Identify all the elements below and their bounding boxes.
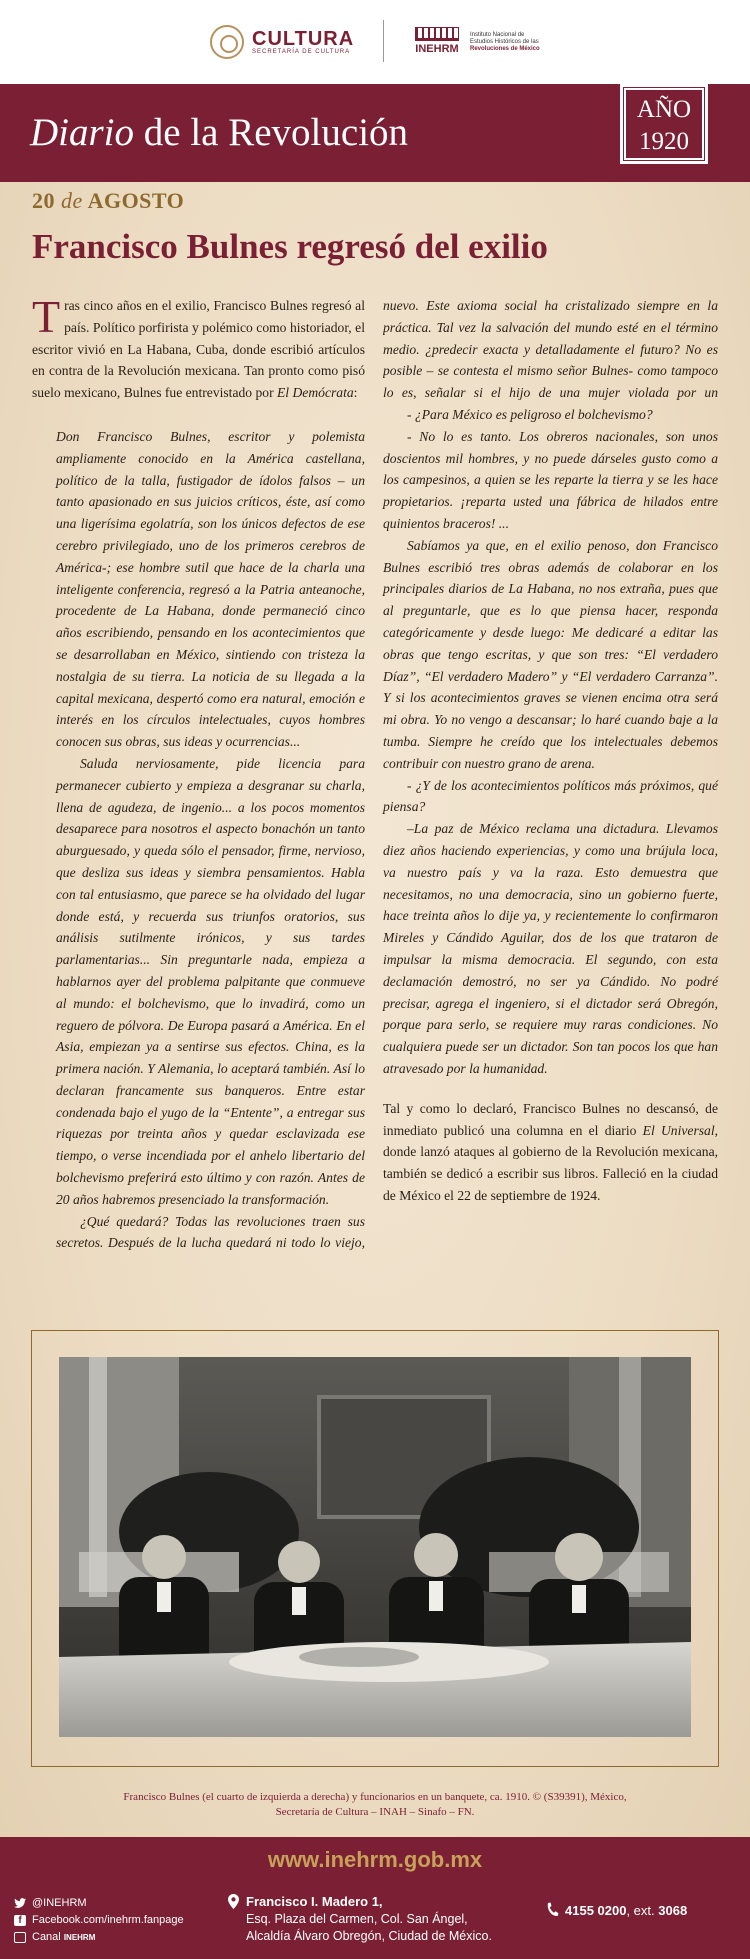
phone-ext-label: , ext. (626, 1903, 659, 1918)
photo-frame (31, 1330, 719, 1767)
inehrm-description (470, 32, 550, 53)
tv-channel-link[interactable] (14, 1929, 184, 1946)
twitter-icon (14, 1898, 26, 1909)
closing-text-a: Tal y como lo declaró, Francisco Bulnes no descansó, de inmediato publicó una columna en el diario (383, 1100, 718, 1138)
quote-paragraph-4: - ¿Para México es peligroso el bolchevismo? (407, 407, 653, 422)
quote-paragraph-3-flow: nuevo. Este axioma social ha cristalizado siempre en la práctica. Tal vez la salvación del mundo esté en el término medio. ¿predecir exacta y detalladamente el futuro? No es posible – se contesta el mismo señor Bulnes- como tampoco lo es, señalar si el hijo de una mujer violada por un (383, 298, 718, 401)
quote-paragraph-8: –La paz de México reclama una dictadura. Llevamos diez años haciendo experiencias, y como una brújula loca, va nuestro país y va la raza. Esto demuestra que necesitamos, no una democracia, sino un gobierno fuerte, hace treinta años lo dije ya, y recientemente lo confirmaron Mireles y Cándido Aguilar, dos de los que trataron de impulsar la misma democracia. El segundo, con esta declamación demostró, no ser ya Cándido. No podré precisar, agrega el ingeniero, si el dictador será Obregón, porque para serlo, se requiere muy raras condiciones. No cualquiera puede ser un dictador. Son tan pocos los que han atravesado por la humanidad. (383, 821, 718, 1076)
date-day: 20 (32, 188, 55, 213)
quote-paragraph-7: - ¿Y de los acontecimientos políticos más próximos, qué piensa? (383, 777, 718, 815)
publication-title (30, 110, 408, 155)
logo-divider (383, 20, 384, 62)
date-de: de (61, 188, 83, 213)
inehrm-desc-line-2: Estudios Históricos de las (470, 38, 539, 45)
tv-name: INEHRM (63, 1933, 96, 1942)
intro-newspaper: El Demócrata (277, 385, 354, 401)
column-right (383, 295, 718, 1207)
drop-cap: T (32, 291, 61, 342)
facebook-icon: f (14, 1915, 26, 1926)
quote-paragraph-1: Don Francisco Bulnes, escritor y polemista ampliamente conocido en la América castellana, político de la talla, fustigador de ídolos falsos – un tanto apasionado en sus juicios críticos, éste, así como una ligerísima egolatría, son los únicos defectos de ese cerebro privilegiado, uno de los primeros cerebros de América-; ese hombre sutil que hace de la charla una inteligente conferencia, regresó a la Patria anteanoche, procedente de La Habana, donde permaneció cinco años escribiendo, pensando en los acontecimientos que se desarrollaban en México, sintiendo con tristeza la nostalgia de su tierra. La noticia de su llegada a la capital mexicana, despertó como era natural, emoción e interés en los círculos intelectuales, cuyos hombres conocen sus obras, sus ideas y ocurrencias... (56, 428, 365, 750)
phone-icon (545, 1902, 559, 1918)
year-label: AÑO (636, 96, 692, 123)
intro-text: ras cinco años en el exilio, Francisco Bulnes regresó al país. Político porfirista y polémico como historiador, el escritor vivió en La Habana, Cuba, donde escribió artículos en contra de la Revolución mexicana. Tan pronto como pisó suelo mexicano, Bulnes fue entrevistado por (32, 298, 365, 401)
date-month: AGOSTO (87, 188, 185, 213)
cultura-subtitle: SECRETARÍA DE CULTURA (252, 49, 351, 55)
year-badge (620, 84, 708, 164)
caption-line-1: Francisco Bulnes (el cuarto de izquierda a derecha) y funcionarios en un banquete, ca. 1910. © (S39391), México, (123, 1791, 627, 1803)
article-headline: Francisco Bulnes regresó del exilio (32, 227, 548, 266)
closing-paragraph (383, 1098, 718, 1207)
facebook-url: Facebook.com/inehrm.fanpage (32, 1914, 184, 1926)
quote-paragraph-2: Saluda nerviosamente, pide licencia para permanecer cubierto y empieza a desgranar su charla, llena de agudeza, de ingenio... a los pocos momentos desaparece para nosotros el aspecto bonachón un tanto aburguesado, y queda sólo el pensador, firme, nervioso, que desliza sus ideas y siembra pensamientos. Habla con tal entusiasmo, que parece se ha olvidado del lugar donde está, y recuerda sus triunfos oratorios, sus análisis sutilmente irónicos, y sus tardes parlamentarias... Sin preguntarle nada, empieza a hablarnos ayer del problema palpitante que conmueve al mundo: el bolchevismo, que lo invadirá, como un reguero de pólvora. De Europa pasará a América. En el Asia, empiezan ya a sentirse sus efectos. China, es la primera nación. Y Alemania, lo aceptará también. Así lo declaran francamente sus banqueros. Entre estar condenada bajo el yugo de la “Entente”, a entregar sus riquezas por treinta años y quedar esclavizada ese tiempo, o verse incendiada por el anhelo libertario del bolchevismo preferirá esto último y con razón. Antes de 20 años habremos presenciado la transformación. (56, 755, 365, 1207)
article-date (32, 188, 184, 214)
photo-caption (60, 1790, 690, 1820)
building-icon (415, 27, 459, 41)
closing-text-b: , donde lanzó ataques al gobierno de la Revolución mexicana, también se dedicó a escribir sus libros. Falleció en la ciudad de México el 22 de septiembre de 1924. (383, 1122, 719, 1203)
banquet-photo-image (59, 1357, 691, 1737)
year-value: 1920 (639, 128, 689, 155)
quote-paragraph-6: Sabíamos ya que, en el exilio penoso, don Francisco Bulnes escribió tres obras además de colaborar en los principales diarios de La Habana, no nos extraña, pues que al preguntarle, que es lo que piensa hacer, responda categóricamente y desde luego: Me dedicaré a editar las obras que tengo escritas, y que son tres: “El verdadero Díaz”, “El verdadero Madero” y “El verdadero Carranza”. Y si los acontecimientos graves se vienen encima otra será mi obra. Yo no vengo a descansar; lo haré cuando baje a la tumba. Siempre he creído que los intelectuales debemos contribuir con nuestro grano de arena. (383, 537, 718, 771)
inehrm-name: INEHRM (415, 43, 459, 55)
quote-paragraph-5: - No lo es tanto. Los obreros nacionales, son unos doscientos mil hombres, y no puede dárseles gusto como a los campesinos, a quien se les reparte la tierra y se les hace propietarios. ¡reparta usted una fábrica de hilados entre quinientos braceros! ... (383, 428, 718, 531)
tv-icon (14, 1932, 26, 1943)
inehrm-desc-line-1: Instituto Nacional de (470, 31, 525, 38)
phone-ext: 3068 (658, 1903, 688, 1918)
caption-line-2: Secretaría de Cultura – INAH – Sinafo – FN. (275, 1806, 475, 1818)
inehrm-logo (408, 27, 550, 57)
intro-end: : (353, 385, 358, 401)
column-left (32, 291, 365, 1254)
location-pin-icon (228, 1894, 239, 1909)
address-street: Francisco I. Madero 1, (246, 1894, 383, 1909)
closing-newspaper: El Universal (642, 1122, 715, 1138)
facebook-link[interactable] (14, 1912, 184, 1929)
banquet-photo (59, 1357, 691, 1737)
inehrm-desc-line-3: Revoluciones de México (470, 45, 540, 52)
quote-paragraph-3-cont (383, 295, 718, 404)
tv-label: Canal (32, 1931, 61, 1943)
footer (0, 1837, 750, 1959)
title-rest: de la Revolución (134, 111, 409, 154)
twitter-link[interactable] (14, 1895, 184, 1912)
cultura-title: CULTURA (252, 28, 355, 50)
interview-quote (32, 426, 365, 1254)
logo-bar (0, 0, 750, 84)
title-italic: Diario (30, 111, 135, 154)
social-links (14, 1895, 184, 1946)
intro-paragraph (32, 291, 365, 404)
phone-number: 4155 0200 (565, 1903, 627, 1918)
address (246, 1893, 492, 1945)
article-paper (0, 182, 750, 1837)
website-link[interactable]: www.inehrm.gob.mx (267, 1847, 483, 1872)
address-line-2: Esq. Plaza del Carmen, Col. San Ángel, (246, 1912, 468, 1926)
twitter-handle: @INEHRM (32, 1897, 87, 1909)
phone[interactable] (565, 1903, 687, 1918)
address-line-3: Alcaldía Álvaro Obregón, Ciudad de México. (246, 1929, 492, 1943)
quote-paragraph-3: ¿Qué quedará? Todas las revoluciones traen sus secretos. Después de la lucha quedará ni todo lo viejo, (56, 1213, 365, 1251)
eagle-emblem-icon (210, 25, 244, 59)
cultura-logo (210, 22, 354, 62)
